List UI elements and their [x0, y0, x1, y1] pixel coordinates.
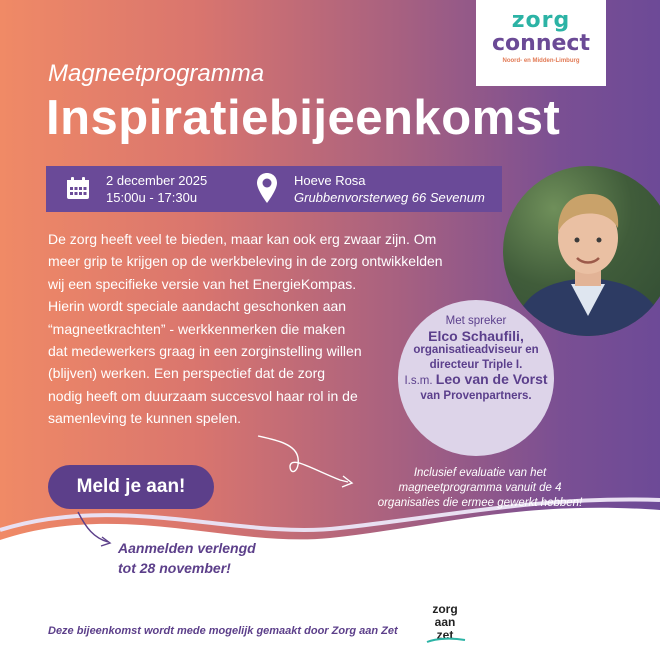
partner-name: Leo van de Vorst	[435, 371, 548, 387]
description-line: Hierin wordt speciale aandacht geschonken aan	[48, 298, 347, 315]
deadline-line-2: tot 28 november!	[118, 560, 231, 576]
event-date: 2 december 2025	[106, 173, 208, 188]
logo-line-1: zorg	[511, 8, 571, 33]
zaz-line-1: zorg	[432, 602, 458, 616]
logo-tagline: Noord- en Midden-Limburg	[502, 58, 580, 64]
zorg-aan-zet-logo	[421, 600, 469, 644]
speaker-role-2: directeur Triple I.	[429, 358, 523, 371]
zaz-line-3: zet	[436, 628, 454, 642]
note-line-1: Inclusief evaluatie van het	[413, 467, 547, 479]
note-line-3: organisaties die ermee gewerkt hebben!	[377, 497, 583, 509]
logo-line-2: connect	[492, 31, 590, 56]
registration-deadline	[118, 538, 256, 578]
speaker-role-1: organisatieadviseur en	[413, 344, 539, 356]
event-time: 15:00u - 17:30u	[106, 190, 198, 205]
description-line: nodig heeft om duurzaam succesvol haar rol in de	[48, 387, 358, 404]
description-line: “magneetkrachten” - werkkenmerken die maken	[48, 320, 346, 337]
speaker-ism: I.s.m.	[404, 375, 433, 387]
description-line: De zorg heeft veel te bieden, maar kan ook erg zwaar zijn. Om	[48, 231, 437, 247]
description-line: meer grip te krijgen op de werkbeleving in de zorg ontwikkelden	[48, 253, 443, 270]
description-line: wij een specifieke versie van het EnergieKompas.	[48, 275, 357, 292]
speaker-intro: Met spreker	[445, 315, 507, 327]
program-subtitle: Magneetprogramma	[48, 60, 265, 87]
note-line-2: magneetprogramma vanuit de 4	[398, 482, 562, 494]
zaz-line-2: aan	[434, 615, 456, 629]
sponsor-note: Deze bijeenkomst wordt mede mogelijk gemaakt door Zorg aan Zet	[48, 625, 398, 637]
evaluation-note	[345, 466, 615, 511]
event-address: Grubbenvorsterweg 66 Sevenum	[294, 190, 485, 205]
deadline-line-1: Aanmelden verlengd	[118, 540, 256, 556]
register-button[interactable]: Meld je aan!	[48, 465, 214, 509]
speaker-name: Elco Schaufili,	[428, 327, 524, 344]
description-line: (blijven) werken. Een perspectief dat de zorg	[48, 365, 326, 382]
event-title: Inspiratiebijeenkomst	[46, 91, 561, 145]
description-line: dat medewerkers graag in een zorginstelling willen	[48, 343, 362, 360]
event-venue: Hoeve Rosa	[294, 173, 366, 188]
partner-org: van Provenpartners.	[420, 389, 532, 402]
description-line: samenleving te kunnen spelen.	[48, 410, 242, 427]
